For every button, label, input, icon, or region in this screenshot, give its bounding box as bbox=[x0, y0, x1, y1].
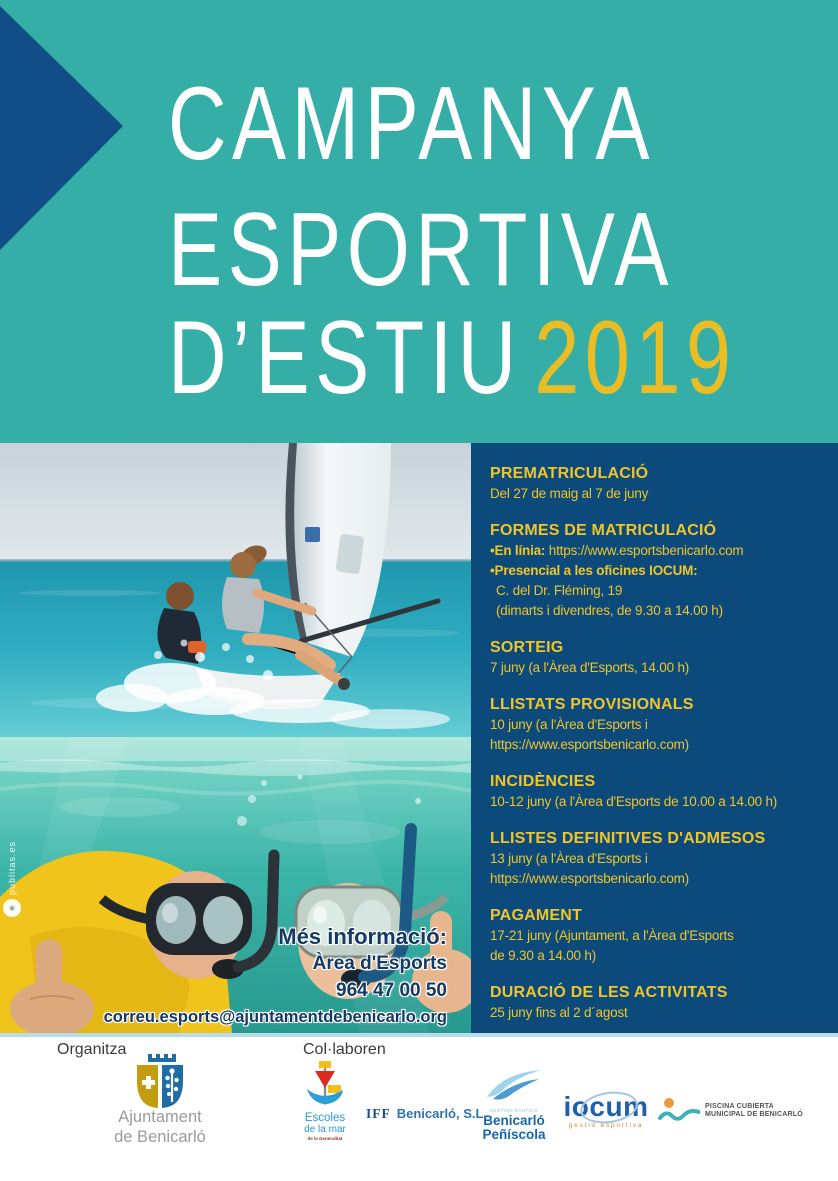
section-heading: SORTEIG bbox=[490, 639, 564, 656]
iff-wordmark: IFF bbox=[366, 1106, 391, 1121]
section-pagament bbox=[490, 906, 824, 966]
piscina-text bbox=[705, 1103, 803, 1120]
watermark-text: publitas.es bbox=[7, 841, 17, 896]
ajuntament-logo bbox=[134, 1052, 186, 1115]
destino-swoosh-icon bbox=[485, 1067, 543, 1103]
section-llistats-provisionals bbox=[490, 695, 824, 755]
destino-tagline: DESTINO NÁUTICO bbox=[490, 1108, 538, 1113]
main bbox=[0, 443, 838, 1033]
title-line-1: CAMPANYA bbox=[168, 66, 655, 182]
iocum-logo bbox=[560, 1092, 652, 1130]
title-year: 2019 bbox=[534, 300, 737, 416]
ajuntament-name-line2: de Benicarló bbox=[114, 1128, 206, 1146]
section-prematriculacio bbox=[490, 464, 824, 504]
title-line-2: ESPORTIVA bbox=[168, 192, 674, 308]
snorkel-photo bbox=[0, 737, 471, 1033]
destino-line2: Peñíscola bbox=[482, 1127, 546, 1142]
section-line: 10-12 juny (a l'Àrea d'Esports de 10.00 a 14.00 h) bbox=[490, 794, 778, 809]
title-line-3 bbox=[168, 300, 737, 416]
escoles-text-line3: de la Generalitat bbox=[307, 1136, 343, 1141]
piscina-line1: PISCINA CUBIERTA bbox=[705, 1102, 774, 1110]
section-line: 25 juny fins al 2 d´agost bbox=[490, 1005, 628, 1020]
section-duracio bbox=[490, 983, 824, 1023]
footer bbox=[0, 1037, 838, 1181]
contact-email: correu.esports@ajuntamentdebenicarlo.org bbox=[103, 1008, 447, 1026]
section-line: •Presencial a les oficines IOCUM: bbox=[490, 563, 698, 578]
contact-phone: 964 47 00 50 bbox=[336, 980, 447, 1001]
piscina-logo bbox=[658, 1097, 803, 1125]
section-sorteig bbox=[490, 638, 824, 678]
section-heading: PAGAMENT bbox=[490, 907, 582, 924]
iff-company: Benicarló, S.L. bbox=[396, 1106, 488, 1121]
ajuntament-name bbox=[80, 1107, 240, 1147]
contact-more-info: Més informació: bbox=[278, 924, 447, 949]
ajuntament-name-line1: Ajuntament bbox=[118, 1108, 202, 1126]
title-destiu: D’ESTIU bbox=[168, 300, 522, 416]
schedule-panel bbox=[471, 443, 838, 1033]
sailing-photo bbox=[0, 443, 471, 737]
header bbox=[0, 0, 838, 443]
collaboren-label: Col·laboren bbox=[303, 1041, 386, 1058]
section-line: https://www.esportsbenicarlo.com) bbox=[490, 871, 689, 886]
section-heading: FORMES DE MATRICULACIÓ bbox=[490, 522, 717, 539]
sailing-illustration bbox=[0, 443, 471, 737]
escoles-text-line1: Escoles bbox=[304, 1112, 346, 1124]
section-incidencies bbox=[490, 772, 824, 812]
section-line: https://www.esportsbenicarlo.com) bbox=[490, 737, 689, 752]
pennant-icon bbox=[0, 0, 130, 260]
section-line: 7 juny (a l'Àrea d'Esports, 14.00 h) bbox=[490, 660, 690, 675]
section-formes-matriculacio bbox=[490, 521, 824, 621]
ajuntament-shield-icon bbox=[134, 1052, 186, 1110]
destino-line1: Benicarló bbox=[483, 1113, 545, 1128]
section-line: (dimarts i divendres, de 9.30 a 14.00 h) bbox=[496, 603, 723, 618]
section-line: 10 juny (a l'Àrea d'Esports i bbox=[490, 717, 648, 732]
organitza-label: Organitza bbox=[57, 1041, 127, 1058]
escoles-boat-icon bbox=[305, 1061, 345, 1107]
iocum-wordmark: iocum bbox=[560, 1092, 652, 1122]
iocum-tagline: gestió esportiva bbox=[568, 1122, 644, 1129]
section-line: de 9.30 a 14.00 h) bbox=[490, 948, 596, 963]
section-heading: LLISTES DEFINITIVES D'ADMESOS bbox=[490, 830, 766, 847]
section-line: Del 27 de maig al 7 de juny bbox=[490, 486, 649, 501]
escoles-text-line2: de la mar bbox=[304, 1124, 346, 1135]
section-line: C. del Dr. Fléming, 19 bbox=[496, 583, 623, 598]
piscina-wave-icon bbox=[658, 1097, 700, 1125]
contact-area: Àrea d'Esports bbox=[312, 953, 447, 974]
section-line: 17-21 juny (Ajuntament, a l'Àrea d'Esports bbox=[490, 928, 734, 943]
escoles-logo bbox=[292, 1061, 358, 1142]
contact-overlay bbox=[104, 923, 447, 1031]
section-line: •En línia: https://www.esportsbenicarlo.com bbox=[490, 543, 744, 558]
section-heading: LLISTATS PROVISIONALS bbox=[490, 696, 694, 713]
iff-logo bbox=[366, 1105, 487, 1123]
watermark bbox=[3, 841, 21, 917]
piscina-line2: MUNICIPAL DE BENICARLÓ bbox=[705, 1111, 803, 1118]
section-heading: INCIDÈNCIES bbox=[490, 773, 596, 790]
destino-logo bbox=[476, 1067, 552, 1142]
watermark-logo-icon: ◉ bbox=[3, 899, 21, 917]
section-heading: PREMATRICULACIÓ bbox=[490, 465, 649, 482]
section-heading: DURACIÓ DE LES ACTIVITATS bbox=[490, 984, 728, 1001]
section-llistes-definitives bbox=[490, 829, 824, 889]
section-line: 13 juny (a l'Àrea d'Esports i bbox=[490, 851, 648, 866]
